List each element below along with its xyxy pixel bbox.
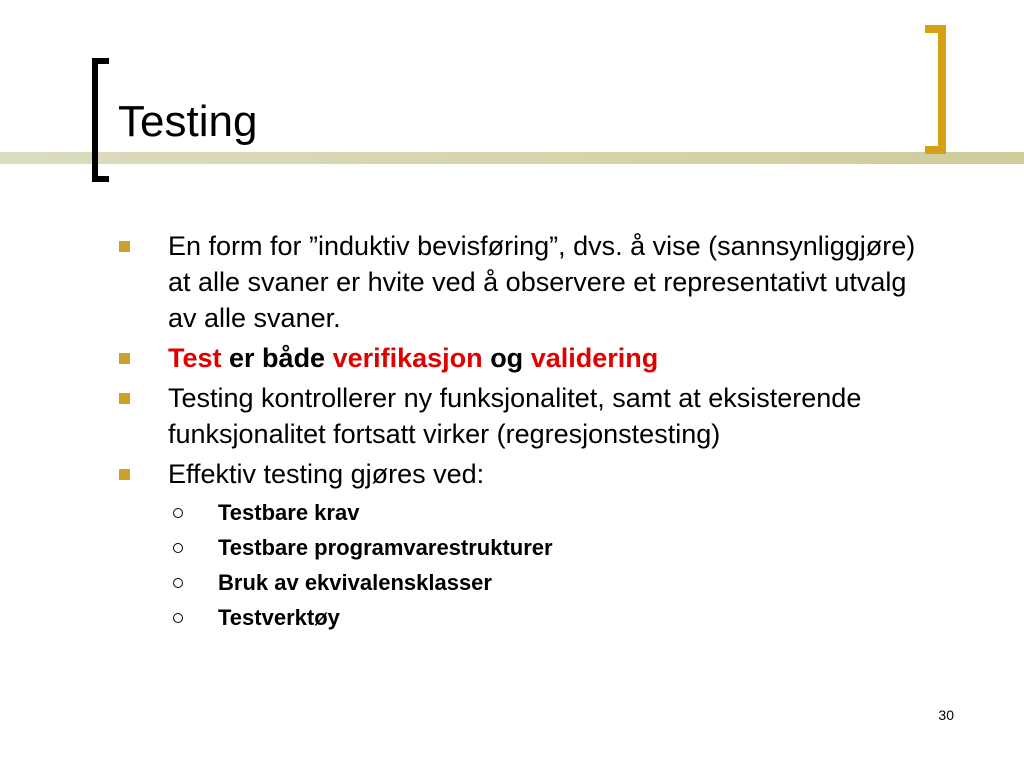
page-number: 30 — [938, 707, 954, 723]
sub-bullet-text: Testbare krav — [218, 500, 360, 525]
bullet-text: Testing kontrollerer ny funksjonalitet, samt at eksisterende funksjonalitet fortsatt virker (regresjonstesting) — [168, 383, 862, 449]
left-bracket-icon — [92, 58, 109, 182]
highlight-test: Test — [168, 343, 222, 373]
square-bullet-icon — [119, 241, 130, 252]
sub-bullet-item — [118, 499, 918, 527]
sub-bullet-text: Testverktøy — [218, 605, 340, 630]
bullet-text: En form for ”induktiv bevisføring”, dvs. å vise (sannsynliggjøre) at alle svaner er hvite ved å observere et representativt utvalg av alle svaner. — [168, 231, 916, 333]
square-bullet-icon — [119, 353, 130, 364]
highlight-verifikasjon: verifikasjon — [332, 343, 483, 373]
circle-bullet-icon — [173, 508, 183, 518]
bullet-item — [118, 380, 918, 452]
circle-bullet-icon — [173, 543, 183, 553]
circle-bullet-icon — [173, 613, 183, 623]
sub-bullet-text: Testbare programvarestrukturer — [218, 535, 553, 560]
bullet-item — [118, 228, 918, 336]
slide-title: Testing — [118, 97, 258, 146]
square-bullet-icon — [119, 393, 130, 404]
circle-bullet-icon — [173, 578, 183, 588]
square-bullet-icon — [119, 469, 130, 480]
sub-bullet-item — [118, 604, 918, 632]
right-bracket-icon — [925, 25, 946, 154]
sub-bullet-item — [118, 534, 918, 562]
bullet-item — [118, 340, 918, 376]
slide-content — [118, 228, 918, 632]
bullet-text: er både — [229, 343, 326, 373]
sub-bullet-text: Bruk av ekvivalensklasser — [218, 570, 492, 595]
bullet-item — [118, 456, 918, 492]
bullet-text: og — [490, 343, 524, 373]
title-band — [0, 152, 1024, 164]
highlight-validering: validering — [530, 343, 659, 373]
sub-bullet-item — [118, 569, 918, 597]
bullet-text: Effektiv testing gjøres ved: — [168, 459, 485, 489]
